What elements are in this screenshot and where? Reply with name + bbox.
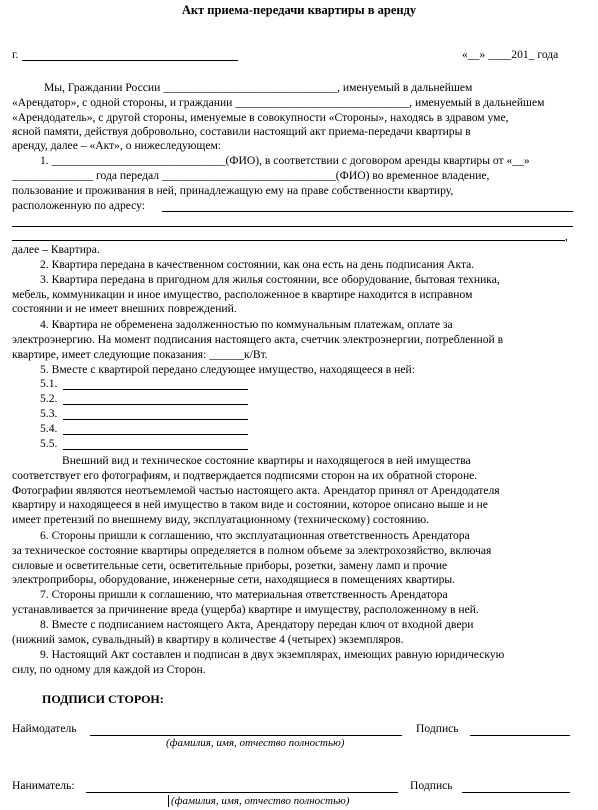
item5-blank-5	[63, 449, 248, 450]
item5-sub-4: 5.4.	[40, 422, 58, 435]
signatures-heading: ПОДПИСИ СТОРОН:	[42, 692, 164, 706]
tenant-signature-field[interactable]	[462, 792, 570, 793]
address-comma: ,	[565, 230, 568, 243]
photo-line-4: квартиру и находящееся в ней имущество в таком виде и состоянии, которое описано выше и не	[12, 498, 488, 511]
intro-line-1: Мы, Граждании России ______________________________, именуемый в дальнейшем	[44, 81, 473, 94]
item5-text: 5. Вместе с квартирой передано следующее имущество, находящееся в ней:	[40, 363, 415, 376]
photo-line-2: соответствует его фотографиям, и подтверждается подписями сторон на их обратной стороне.	[12, 469, 478, 482]
address-blank-1	[162, 211, 573, 212]
photo-line-3: Фотографии являются неотъемлемой частью настоящего акта. Арендатор принял от Арендодателя	[12, 484, 500, 497]
item3-line-1: 3. Квартира передана в пригодном для жилья состоянии, все оборудование, бытовая техника,	[40, 273, 500, 286]
item5-blank-3	[63, 419, 248, 420]
item1-line-4: расположенную по адресу:	[12, 199, 146, 212]
intro-line-3: «Арендодатель», с другой стороны, именуемые в совокупности «Стороны», находясь в здравом уме,	[12, 111, 509, 124]
item8-line-1: 8. Вместе с подписанием настоящего Акта, Арендатору передан ключ от входной двери	[40, 618, 474, 631]
landlord-signature-label: Подпись	[416, 722, 459, 735]
landlord-label: Наймодатель	[12, 722, 77, 735]
item4-line-2: электроэнергию. На момент подписания настоящего акта, счетчик электроэнергии, потребленной в	[12, 333, 504, 346]
photo-line-5: имеет претензий по внешнему виду, эксплуатационному (техническому) состоянию.	[12, 513, 430, 526]
item2: 2. Квартира передана в качественном состоянии, как она есть на день подписания Акта.	[40, 258, 475, 271]
item4-line-1: 4. Квартира не обременена задолженностью по коммунальным платежам, оплате за	[40, 318, 453, 331]
document-title: Акт приема-передачи квартиры в аренду	[181, 3, 417, 17]
intro-line-2: «Арендатор», с одной стороны, и граждании ______________________________, именуемый в дальнейшем	[12, 96, 545, 109]
item9-line-1: 9. Настоящий Акт составлен и подписан в двух экземплярах, имеющих равную юридическую	[40, 648, 505, 661]
address-blank-3	[12, 240, 565, 241]
intro-line-4: ясной памяти, действуя добровольно, составили настоящий акт приема-передачи квартиры в	[12, 125, 471, 138]
landlord-signature-field[interactable]	[470, 735, 570, 736]
item5-sub-2: 5.2.	[40, 392, 58, 405]
item5-blank-2	[63, 404, 248, 405]
item1-line-5: далее – Квартира.	[12, 243, 100, 256]
item6-line-3: силовые и осветительные сети, осветительные приборы, розетки, замену ламп и прочие	[12, 559, 448, 572]
landlord-name-field[interactable]	[90, 735, 402, 736]
landlord-name-hint: (фамилия, имя, отчество полностью)	[166, 737, 345, 749]
tenant-signature-label: Подпись	[410, 779, 453, 792]
item1-line-3: пользование и проживания в ней, принадлежащую ему на праве собственности квартиру,	[12, 184, 454, 197]
tenant-name-hint: (фамилия, имя, отчество полностью)	[168, 795, 349, 807]
item3-line-3: состоянии и не имеет внешних повреждений.	[12, 302, 237, 315]
item3-line-2: мебель, коммуникации и иное имущество, расположенное в квартире находится в исправном	[12, 288, 473, 301]
item5-blank-1	[63, 389, 248, 390]
tenant-name-field[interactable]	[86, 792, 398, 793]
intro-line-5: аренду, далее – «Акт», о нижеследующем:	[12, 139, 222, 152]
tenant-label: Наниматель:	[12, 779, 75, 792]
item7-line-1: 7. Стороны пришли к соглашению, что материальная ответственность Арендатора	[40, 588, 448, 601]
date-line: «__» ____201_ года	[462, 48, 559, 61]
photo-line-1: Внешний вид и техническое состояние квартиры и находящегося в ней имущества	[62, 454, 471, 467]
item6-line-2: за техническое состояние квартиры определяется в полном объеме за электрохозяйство, включая	[12, 544, 492, 557]
item8-line-2: (нижний замок, сувальдный) в квартиру в количестве 4 (четырех) экземпляров.	[12, 633, 404, 646]
item5-sub-3: 5.3.	[40, 407, 58, 420]
item6-line-1: 6. Стороны пришли к соглашению, что эксплуатационная ответственность Арендатора	[40, 529, 470, 542]
item1-line-1: 1. ______________________________(ФИО), в соответствии с договором аренды квартиры от «__»	[40, 154, 530, 167]
city-blank	[22, 60, 238, 61]
address-blank-2	[12, 226, 573, 227]
item5-blank-4	[63, 434, 248, 435]
item1-line-2: ______________ года передал ______________________________(ФИО) во временное владение,	[12, 169, 490, 182]
item4-line-3: квартире, имеет следующие показания: ______к/Вт.	[12, 348, 268, 361]
item5-sub-5: 5.5.	[40, 437, 58, 450]
item5-sub-1: 5.1.	[40, 377, 58, 390]
item7-line-2: устанавливается за причинение вреда (ущерба) квартире и имуществу, расположенному в ней.	[12, 603, 479, 616]
city-label: г.	[12, 48, 19, 61]
item6-line-4: электроприборы, оборудование, инженерные сети, находящиеся в помещениях квартиры.	[12, 573, 456, 586]
item9-line-2: силу, по одному для каждой из Сторон.	[12, 663, 206, 676]
